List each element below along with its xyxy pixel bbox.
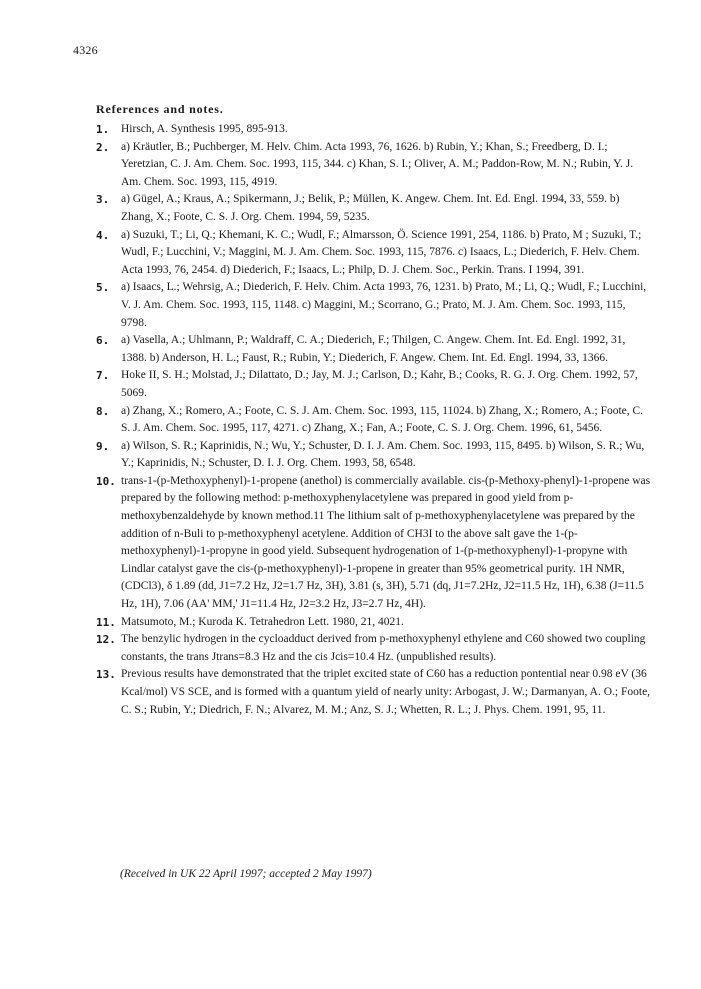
- reference-number: 10.: [96, 474, 116, 488]
- reference-number: 6.: [96, 334, 110, 348]
- references-section: [96, 100, 652, 719]
- reference-text: trans-1-(p-Methoxyphenyl)-1-propene (anethol) is commercially available. cis-(p-Methoxy-phenyl)-1-propene was prepared by the following method: p-methoxyphenylacetylene was prepared in good yield from p-methoxybenzaldehyde by known method.11 The lithium salt of p-methoxyphenylacetylene was prepared by the addition of n-Buli to p-methoxyphenyl acetylene. Addition of CH3I to the above salt gave the 1-(p-methoxyphenyl)-1-propyne in good yield. Subsequent hydrogenation of 1-(p-methoxyphenyl)-1-propyne with Lindlar catalyst gave the cis-(p-methoxyphenyl)-1-propene in greater than 95% geometrical purity. 1H NMR, (CDCl3), δ 1.89 (dd, J1=7.2 Hz, J2=1.7 Hz, 3H), 3.81 (s, 3H), 5.71 (dq, J1=7.2Hz, J2=11.5 Hz, 1H), 6.38 (J=11.5 Hz, 1H), 7.06 (AA' MM,' J1=11.4 Hz, J2=3.2 Hz, J3=2.7 Hz, 4H).: [121, 474, 651, 611]
- reference-list: [96, 121, 652, 719]
- reference-text: a) Wilson, S. R.; Kaprinidis, N.; Wu, Y.; Schuster, D. I. J. Am. Chem. Soc. 1993, 115, 8495. b) Wilson, S. R.; Wu, Y.; Kaprinidis, N.; Schuster, D. I. J. Org. Chem. 1993, 58, 6548.: [121, 439, 645, 470]
- references-heading: References and notes.: [96, 102, 224, 116]
- reference-item: [96, 614, 652, 632]
- reference-item: [96, 191, 652, 226]
- reference-number: 1.: [96, 123, 110, 136]
- reference-item: [96, 403, 652, 438]
- reference-item: [96, 367, 652, 402]
- reference-text: Previous results have demonstrated that the triplet excited state of C60 has a reduction pontential near 0.98 eV (36 Kcal/mol) VS SCE, and is formed with a quantum yield of nearly unity: Arbogast, J. W.; Darmanyan, A. O.; Foote, C. S.; Rubin, Y.; Diedrich, F. N.; Alvarez, M. M.; Anz, S. J.; Whetten, R. L.; J. Phys. Chem. 1991, 95, 11.: [121, 668, 651, 716]
- reference-number: 5.: [96, 281, 110, 295]
- reference-item: [96, 631, 652, 666]
- reference-text: The benzylic hydrogen in the cycloadduct derived from p-methoxyphenyl ethylene and C60 showed two coupling constants, the trans Jtrans=8.3 Hz and the cis Jcis=10.4 Hz. (unpublished results).: [121, 633, 646, 663]
- reference-item: [96, 473, 652, 614]
- reference-item: [96, 666, 652, 719]
- reference-text: a) Isaacs, L.; Wehrsig, A.; Diederich, F. Helv. Chim. Acta 1993, 76, 1231. b) Prato, M.; Li, Q.; Wudl, F.; Lucchini, V. J. Am. Chem. Soc. 1993, 115, 1148. c) Maggini, M.; Scorrano, G.; Prato, M. J. Am. Chem. Soc. 1993, 115, 9798.: [121, 281, 647, 329]
- reference-item: [96, 438, 652, 473]
- reference-item: [96, 121, 652, 139]
- reference-number: 4.: [96, 228, 110, 242]
- reference-item: [96, 279, 652, 332]
- reference-number: 13.: [96, 668, 116, 682]
- reference-text: Hoke II, S. H.; Molstad, J.; Dilattato, D.; Jay, M. J.; Carlson, D.; Kahr, B.; Cooks, R. G. J. Org. Chem. 1992, 57, 5069.: [121, 369, 638, 399]
- reference-text: a) Kräutler, B.; Puchberger, M. Helv. Chim. Acta 1993, 76, 1626. b) Rubin, Y.; Khan, S.; Freedberg, D. I.; Yeretzian, C. J. Am. Chem. Soc. 1993, 115, 344. c) Khan, S. I.; Oliver, A. M.; Paddon-Row, M. N.; Rubin, Y. J. Am. Chem. Soc. 1993, 115, 4919.: [121, 140, 634, 188]
- reference-item: [96, 332, 652, 367]
- reference-number: 11.: [96, 615, 116, 629]
- reference-number: 9.: [96, 439, 110, 453]
- reference-text: Hirsch, A. Synthesis 1995, 895-913.: [121, 123, 288, 135]
- reference-item: [96, 139, 652, 192]
- reference-text: a) Gügel, A.; Kraus, A.; Spikermann, J.; Belik, P.; Müllen, K. Angew. Chem. Int. Ed. Engl. 1994, 33, 559. b) Zhang, X.; Foote, C. S. J. Org. Chem. 1994, 59, 5235.: [121, 193, 620, 223]
- page-number: 4326: [73, 43, 98, 57]
- reference-number: 2.: [96, 140, 110, 154]
- reference-item: [96, 227, 652, 280]
- received-date-line: (Received in UK 22 April 1997; accepted 2 May 1997): [120, 868, 372, 880]
- reference-number: 12.: [96, 633, 116, 647]
- reference-text: a) Vasella, A.; Uhlmann, P.; Waldraff, C. A.; Diederich, F.; Thilgen, C. Angew. Chem. Int. Ed. Engl. 1992, 31, 1388. b) Anderson, H. L.; Faust, R.; Rubin, Y.; Diederich, F. Angew. Chem. Int. Ed. Engl. 1994, 33, 1366.: [121, 334, 626, 364]
- reference-number: 3.: [96, 193, 110, 207]
- reference-text: Matsumoto, M.; Kuroda K. Tetrahedron Lett. 1980, 21, 4021.: [121, 615, 404, 628]
- reference-text: a) Zhang, X.; Romero, A.; Foote, C. S. J. Am. Chem. Soc. 1993, 115, 11024. b) Zhang, X.; Romero, A.; Foote, C. S. J. Am. Chem. Soc. 1995, 117, 4271. c) Zhang, X.; Fan, A.; Foote, C. S. J. Org. Chem. 1996, 61, 5456.: [121, 404, 644, 435]
- reference-number: 8.: [96, 404, 110, 418]
- reference-text: a) Suzuki, T.; Li, Q.; Khemani, K. C.; Wudl, F.; Almarsson, Ö. Science 1991, 254, 1186. b) Prato, M ; Suzuki, T.; Wudl, F.; Lucchini, V.; Maggini, M. J. Am. Chem. Soc. 1993, 115, 7876. c) Isaacs, L.; Diederich, F. Helv. Chem. Acta 1993, 76, 2454. d) Diederich, F.; Isaacs, L.; Philp, D. J. Chem. Soc., Perkin. Trans. I 1994, 391.: [121, 228, 642, 276]
- reference-number: 7.: [96, 369, 110, 383]
